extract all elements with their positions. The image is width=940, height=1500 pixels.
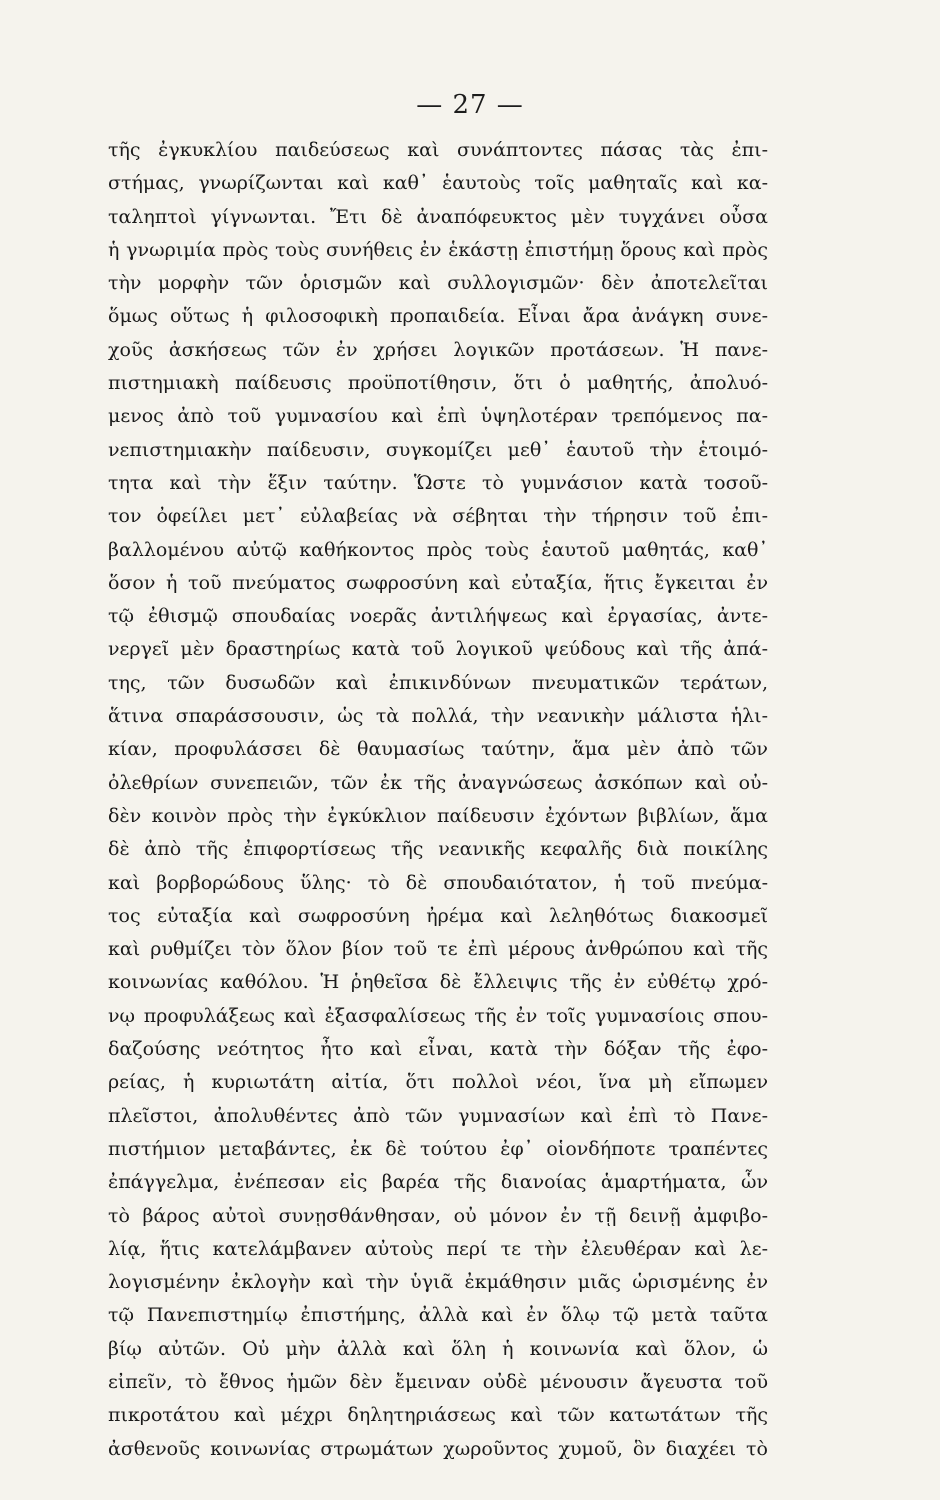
text-line: ἅτινα σπαράσσουσιν, ὡς τὰ πολλά, τὴν νεανικὴν μάλιστα ἡλι- (108, 705, 768, 728)
text-line: τητα καὶ τὴν ἕξιν ταύτην. Ὥστε τὸ γυμνάσιον κατὰ τοσοῦ- (108, 471, 768, 494)
text-line: χοῦς ἀσκήσεως τῶν ἐν χρήσει λογικῶν προτάσεων. Ἡ πανε- (108, 338, 768, 361)
text-line: νεργεῖ μὲν δραστηρίως κατὰ τοῦ λογικοῦ ψεύδους καὶ τῆς ἀπά- (108, 638, 768, 661)
text-line: καὶ βορβορώδους ὕλης· τὸ δὲ σπουδαιότατον, ἡ τοῦ πνεύμα- (108, 871, 768, 894)
text-line: ταληπτοὶ γίγνωνται. Ἔτι δὲ ἀναπόφευκτος μὲν τυγχάνει οὖσα (108, 205, 768, 228)
text-line: δὲ ἀπὸ τῆς ἐπιφορτίσεως τῆς νεανικῆς κεφαλῆς διὰ ποικίλης (108, 838, 768, 861)
text-line: ρείας, ἡ κυριωτάτη αἰτία, ὅτι πολλοὶ νέοι, ἵνα μὴ εἴπωμεν (108, 1071, 768, 1094)
text-line: βίῳ αὐτῶν. Οὐ μὴν ἀλλὰ καὶ ὅλη ἡ κοινωνία καὶ ὅλον, ὡ (108, 1337, 768, 1360)
text-line: πικροτάτου καὶ μέχρι δηλητηριάσεως καὶ τῶν κατωτάτων τῆς (108, 1404, 768, 1427)
text-line: λογισμένην ἐκλογὴν καὶ τὴν ὑγιᾶ ἐκμάθησιν μιᾶς ὡρισμένης ἐν (108, 1271, 768, 1294)
text-line: καὶ ρυθμίζει τὸν ὅλον βίον τοῦ τε ἐπὶ μέρους ἀνθρώπου καὶ τῆς (108, 938, 768, 961)
text-line: τὸ βάρος αὐτοὶ συνῃσθάνθησαν, οὐ μόνον ἐν τῇ δεινῇ ἀμφιβο- (108, 1204, 768, 1227)
text-line: ἀσθενοῦς κοινωνίας στρωμάτων χωροῦντος χυμοῦ, ὃν διαχέει τὸ (108, 1437, 768, 1460)
text-line: τον ὀφείλει μετ᾽ εὐλαβείας νὰ σέβηται τὴν τήρησιν τοῦ ἐπι- (108, 505, 768, 528)
text-line: λίᾳ, ἥτις κατελάμβανεν αὐτοὺς περί τε τὴν ἐλευθέραν καὶ λε- (108, 1237, 768, 1260)
text-line: πλεῖστοι, ἀπολυθέντες ἀπὸ τῶν γυμνασίων καὶ ἐπὶ τὸ Πανε- (108, 1104, 768, 1127)
body-text (108, 134, 768, 1466)
text-line: δὲν κοινὸν πρὸς τὴν ἐγκύκλιον παίδευσιν ἐχόντων βιβλίων, ἅμα (108, 804, 768, 827)
page-number: — 27 — (416, 90, 524, 120)
text-line: τῆς ἐγκυκλίου παιδεύσεως καὶ συνάπτοντες πάσας τὰς ἐπι- (108, 139, 768, 161)
text-line: μενος ἀπὸ τοῦ γυμνασίου καὶ ἐπὶ ὑψηλοτέραν τρεπόμενος πα- (108, 405, 768, 428)
text-line: κίαν, προφυλάσσει δὲ θαυμασίως ταύτην, ἅμα μὲν ἀπὸ τῶν (108, 738, 768, 761)
text-line: ὅμως οὕτως ἡ φιλοσοφικὴ προπαιδεία. Εἶναι ἄρα ἀνάγκη συνε- (108, 305, 768, 328)
text-line: ἐπάγγελμα, ἐνέπεσαν εἰς βαρέα τῆς διανοίας ἁμαρτήματα, ὧν (108, 1171, 768, 1194)
text-line: ὀλεθρίων συνεπειῶν, τῶν ἐκ τῆς ἀναγνώσεως ἀσκόπων καὶ οὐ- (108, 771, 768, 794)
text-line: της, τῶν δυσωδῶν καὶ ἐπικινδύνων πνευματικῶν τεράτων, (108, 671, 768, 694)
text-line: τὴν μορφὴν τῶν ὁρισμῶν καὶ συλλογισμῶν· δὲν ἀποτελεῖται (108, 272, 768, 295)
text-line: τῷ Πανεπιστημίῳ ἐπιστήμης, ἀλλὰ καὶ ἐν ὅλῳ τῷ μετὰ ταῦτα (108, 1304, 768, 1327)
text-line: νεπιστημιακὴν παίδευσιν, συγκομίζει μεθ᾽ ἑαυτοῦ τὴν ἑτοιμό- (108, 438, 768, 461)
text-line: ὅσον ἡ τοῦ πνεύματος σωφροσύνη καὶ εὐταξία, ἥτις ἔγκειται ἐν (108, 571, 768, 594)
text-line: πιστημιακὴ παίδευσις προϋποτίθησιν, ὅτι ὁ μαθητής, ἀπολυό- (108, 372, 768, 395)
text-line: βαλλομένου αὐτῷ καθήκοντος πρὸς τοὺς ἑαυτοῦ μαθητάς, καθ᾽ (108, 538, 768, 561)
text-line: τῷ ἐθισμῷ σπουδαίας νοερᾶς ἀντιλήψεως καὶ ἐργασίας, ἀντε- (108, 605, 768, 628)
text-line: εἰπεῖν, τὸ ἔθνος ἡμῶν δὲν ἔμειναν οὐδὲ μένουσιν ἄγευστα τοῦ (108, 1370, 768, 1393)
text-line: κοινωνίας καθόλου. Ἡ ῥηθεῖσα δὲ ἔλλειψις τῆς ἐν εὐθέτῳ χρό- (108, 971, 768, 994)
text-line: δαζούσης νεότητος ἦτο καὶ εἶναι, κατὰ τὴν δόξαν τῆς ἐφο- (108, 1038, 768, 1061)
text-line: ἡ γνωριμία πρὸς τοὺς συνήθεις ἐν ἑκάστῃ ἐπιστήμῃ ὅρους καὶ πρὸς (108, 238, 768, 261)
text-line: πιστήμιον μεταβάντες, ἐκ δὲ τούτου ἐφ᾽ οἱονδήποτε τραπέντες (108, 1137, 768, 1160)
text-line: νῳ προφυλάξεως καὶ ἐξασφαλίσεως τῆς ἐν τοῖς γυμνασίοις σπου- (108, 1004, 768, 1027)
text-line: τος εὐταξία καὶ σωφροσύνη ἠρέμα καὶ λεληθότως διακοσμεῖ (108, 904, 768, 927)
text-line: στήμας, γνωρίζωνται καὶ καθ᾽ ἑαυτοὺς τοῖς μαθηταῖς καὶ κα- (108, 172, 768, 195)
